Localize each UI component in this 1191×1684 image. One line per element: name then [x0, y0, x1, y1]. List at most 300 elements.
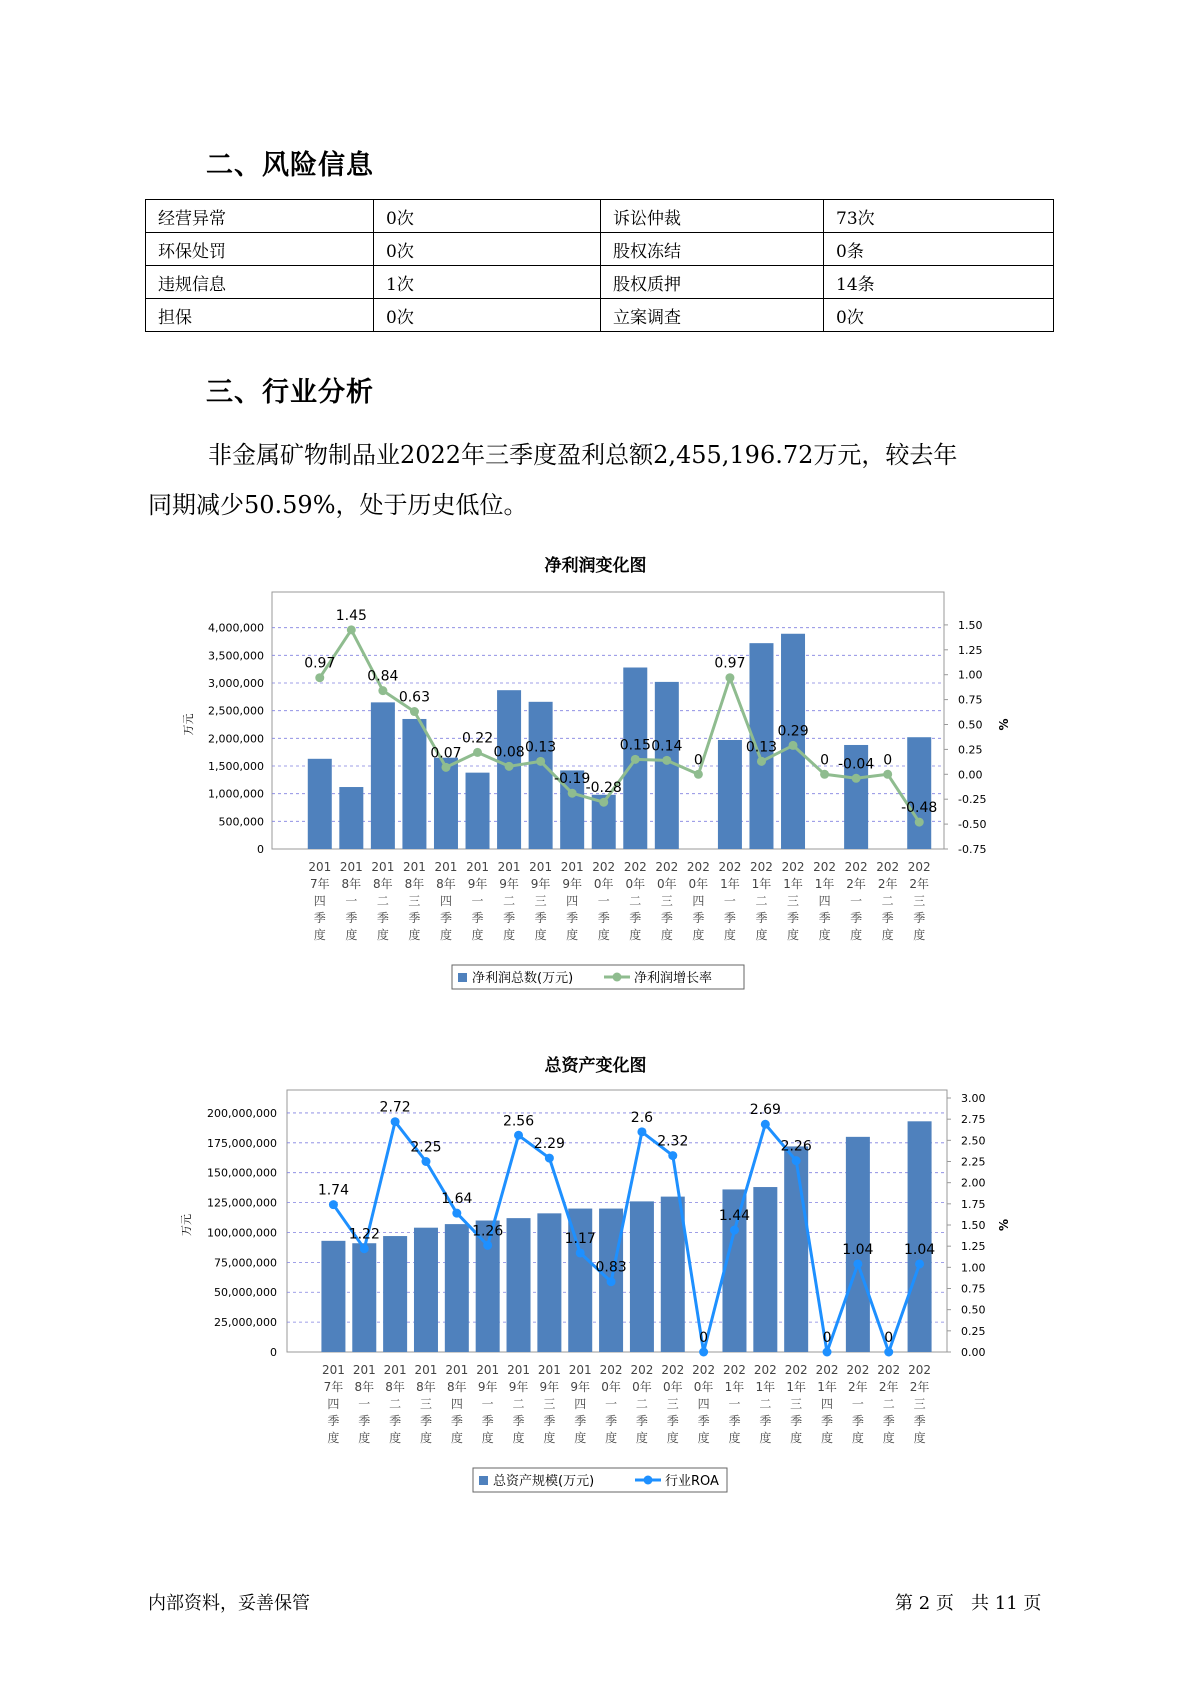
x-tick-label: 度: [512, 1431, 525, 1445]
x-tick-label: 1年: [783, 877, 803, 891]
risk-table-row: [146, 233, 1054, 266]
x-tick-label: 季: [345, 911, 358, 925]
x-tick-label: 四: [313, 894, 326, 908]
bar: [383, 1236, 407, 1352]
risk-item-value: 0次: [374, 299, 601, 332]
risk-item-label: 诉讼仲裁: [601, 200, 824, 233]
bar: [352, 1243, 376, 1352]
x-tick-label: 8年: [436, 877, 456, 891]
line-point: [347, 625, 356, 634]
x-tick-label: 202: [815, 1363, 839, 1377]
risk-item-value: 73次: [824, 200, 1054, 233]
x-tick-label: 季: [313, 911, 326, 925]
x-tick-label: 度: [327, 1431, 340, 1445]
x-tick-label: 一: [850, 894, 863, 908]
x-tick-label: 季: [697, 1414, 710, 1428]
y-axis-label: 万元: [182, 713, 195, 736]
bar: [753, 1187, 777, 1352]
data-label: -0.19: [554, 771, 591, 788]
risk-item-label: 股权质押: [601, 266, 824, 299]
x-tick-label: 2年: [846, 877, 866, 891]
y2-tick-label: 0.50: [958, 718, 983, 732]
line-point: [792, 1156, 801, 1165]
x-tick-label: 季: [566, 911, 579, 925]
y2-tick-label: 3.00: [961, 1092, 986, 1105]
data-label: 1.04: [903, 1241, 936, 1258]
y2-tick-label: -0.25: [958, 793, 987, 807]
x-tick-label: 度: [419, 1431, 432, 1445]
x-tick-label: 季: [629, 911, 642, 925]
y-tick-label: 75,000,000: [214, 1256, 277, 1270]
x-tick-label: 季: [660, 911, 673, 925]
x-tick-label: 2年: [848, 1380, 868, 1394]
x-tick-label: 201: [497, 860, 521, 874]
x-tick-label: 度: [913, 1431, 926, 1445]
x-tick-label: 度: [790, 1431, 803, 1445]
x-tick-label: 202: [686, 860, 710, 874]
x-tick-label: 201: [339, 860, 363, 874]
x-tick-label: 季: [818, 911, 831, 925]
x-tick-label: 一: [471, 894, 484, 908]
x-tick-label: 202: [623, 860, 647, 874]
y2-tick-label: -0.50: [958, 818, 987, 832]
data-label: 0.29: [777, 723, 809, 740]
total-assets-chart: [0, 1080, 1191, 1510]
y2-tick-label: 1.00: [961, 1261, 986, 1275]
x-tick-label: 1年: [817, 1380, 837, 1394]
data-label: 0: [884, 1330, 894, 1346]
bar: [537, 1213, 561, 1352]
x-tick-label: 度: [566, 928, 579, 942]
x-tick-label: 季: [605, 1414, 618, 1428]
y2-tick-label: 1.50: [958, 618, 983, 632]
x-tick-label: 度: [821, 1431, 834, 1445]
x-tick-label: 季: [666, 1414, 679, 1428]
x-tick-label: 8年: [404, 877, 425, 891]
x-tick-label: 季: [759, 1414, 772, 1428]
bar: [414, 1228, 438, 1352]
y-tick-label: 1,000,000: [208, 787, 264, 801]
x-tick-label: 0年: [693, 1380, 714, 1394]
bar: [908, 1121, 932, 1352]
y2-tick-label: 0.75: [958, 693, 983, 707]
y2-tick-label: 1.50: [961, 1219, 986, 1232]
line-point: [668, 1151, 677, 1160]
y2-tick-label: 0.25: [961, 1324, 986, 1338]
x-tick-label: 9年: [508, 1380, 529, 1394]
x-tick-label: 201: [560, 860, 584, 874]
data-label: 0.97: [714, 655, 746, 672]
x-tick-label: 1年: [755, 1380, 776, 1394]
x-tick-label: 202: [781, 860, 805, 874]
x-tick-label: 季: [358, 1414, 371, 1428]
y2-tick-label: 1.25: [961, 1240, 986, 1254]
bar: [529, 702, 553, 849]
y2-tick-label: 0.25: [958, 743, 983, 757]
x-tick-label: 9年: [499, 877, 519, 891]
line-point: [505, 762, 514, 771]
line-point: [662, 756, 671, 765]
x-tick-label: 季: [450, 1414, 463, 1428]
x-tick-label: 1年: [786, 1380, 806, 1394]
line-point: [637, 1127, 646, 1136]
line-point: [576, 1248, 585, 1257]
y-tick-label: 150,000,000: [207, 1166, 277, 1180]
y-axis-label: 万元: [180, 1214, 193, 1236]
x-tick-label: 四: [450, 1397, 463, 1411]
data-label: 1.17: [564, 1230, 596, 1247]
data-label: 0: [883, 752, 893, 769]
x-tick-label: 四: [439, 894, 452, 908]
x-tick-label: 9年: [570, 1380, 591, 1394]
x-tick-label: 7年: [309, 877, 330, 891]
x-tick-label: 二: [759, 1397, 772, 1411]
line-point: [694, 770, 703, 779]
x-tick-label: 度: [534, 928, 547, 942]
data-label: 1.64: [441, 1191, 473, 1208]
legend-bar-swatch: [458, 973, 467, 982]
bar: [718, 740, 742, 849]
y-tick-label: 50,000,000: [214, 1286, 277, 1300]
x-tick-label: 度: [697, 1431, 710, 1445]
x-tick-label: 季: [439, 911, 452, 925]
x-tick-label: 一: [597, 894, 610, 908]
x-tick-label: 度: [759, 1431, 772, 1445]
x-tick-label: 度: [635, 1431, 648, 1445]
x-tick-label: 202: [655, 860, 679, 874]
risk-item-value: 14条: [824, 266, 1054, 299]
x-tick-label: 季: [635, 1414, 648, 1428]
x-tick-label: 季: [692, 911, 705, 925]
x-tick-label: 201: [414, 1363, 438, 1377]
x-tick-label: 0年: [601, 1380, 621, 1394]
x-tick-label: 201: [383, 1363, 407, 1377]
line-point: [568, 789, 577, 798]
x-tick-label: 季: [534, 911, 547, 925]
x-tick-label: 度: [629, 928, 642, 942]
bar: [784, 1146, 808, 1352]
line-point: [514, 1131, 523, 1140]
data-label: 0.07: [430, 745, 462, 762]
x-tick-label: 度: [851, 1431, 864, 1445]
x-tick-label: 一: [358, 1397, 371, 1411]
line-point: [360, 1244, 369, 1253]
data-label: -0.04: [838, 756, 875, 773]
chart2-title: 总资产变化图: [544, 1056, 647, 1076]
data-label: 0: [822, 1330, 832, 1346]
x-tick-label: 8年: [416, 1380, 436, 1394]
x-tick-label: 202: [750, 860, 773, 874]
x-tick-label: 201: [529, 860, 553, 874]
x-tick-label: 度: [358, 1431, 371, 1445]
data-label: 2.32: [657, 1133, 689, 1150]
x-tick-label: 三: [419, 1397, 432, 1411]
x-tick-label: 1年: [720, 877, 740, 891]
y2-tick-label: 0.00: [958, 768, 983, 782]
x-tick-label: 季: [913, 911, 926, 925]
bar: [339, 787, 363, 849]
line-point: [607, 1277, 616, 1286]
line-point: [730, 1226, 739, 1235]
x-tick-label: 度: [471, 928, 484, 942]
paragraph-line1: 非金属矿物制品业2022年三季度盈利总额2,455,196.72万元，较去年: [208, 441, 958, 469]
industry-paragraph: [148, 430, 1060, 530]
y-tick-label: 25,000,000: [214, 1316, 277, 1330]
x-tick-label: 度: [660, 928, 673, 942]
x-tick-label: 季: [419, 1414, 432, 1428]
x-tick-label: 度: [605, 1431, 618, 1445]
line-point: [421, 1157, 430, 1166]
legend-line-marker: [644, 1476, 653, 1485]
x-tick-label: 度: [450, 1431, 463, 1445]
bar: [308, 759, 332, 849]
x-tick-label: 季: [512, 1414, 525, 1428]
footer-confidential: 内部资料，妥善保管: [148, 1593, 310, 1614]
legend-bar-swatch: [479, 1476, 488, 1485]
data-label: 2.29: [533, 1136, 565, 1153]
x-tick-label: 三: [660, 894, 673, 908]
x-tick-label: 季: [503, 911, 516, 925]
data-label: -0.48: [901, 800, 938, 817]
x-tick-label: 季: [787, 911, 800, 925]
x-tick-label: 202: [599, 1363, 623, 1377]
data-label: 2.6: [630, 1109, 654, 1126]
x-tick-label: 季: [728, 1414, 741, 1428]
x-tick-label: 度: [543, 1431, 556, 1445]
risk-item-label: 担保: [146, 299, 374, 332]
y2-axis-label: %: [997, 1218, 1011, 1232]
y-tick-label: 200,000,000: [207, 1106, 277, 1120]
line-point: [315, 673, 324, 682]
net-profit-chart: [0, 580, 1191, 1000]
data-label: 0.22: [461, 730, 494, 747]
bar: [661, 1197, 685, 1352]
x-tick-label: 二: [882, 1397, 895, 1411]
x-tick-label: 季: [850, 911, 863, 925]
legend-line-label: 净利润增长率: [634, 971, 713, 986]
x-tick-label: 四: [821, 1397, 834, 1411]
x-tick-label: 202: [592, 860, 616, 874]
x-tick-label: 0年: [593, 877, 614, 891]
x-tick-label: 202: [753, 1363, 777, 1377]
y-tick-label: 125,000,000: [207, 1196, 277, 1210]
y2-tick-label: 1.25: [958, 643, 983, 657]
data-label: 0.15: [619, 737, 651, 754]
x-tick-label: 季: [851, 1414, 864, 1428]
risk-table: [145, 199, 1054, 332]
line-point: [410, 707, 419, 716]
line-point: [699, 1348, 708, 1357]
y-tick-label: 2,000,000: [208, 732, 264, 746]
bar: [371, 702, 395, 849]
x-tick-label: 季: [543, 1414, 556, 1428]
data-label: 0: [699, 1330, 709, 1346]
x-tick-label: 一: [605, 1397, 618, 1411]
x-tick-label: 四: [697, 1397, 710, 1411]
x-tick-label: 201: [308, 860, 332, 874]
y2-tick-label: 2.00: [961, 1176, 986, 1190]
data-label: 1.04: [842, 1241, 874, 1258]
x-tick-label: 度: [728, 1431, 741, 1445]
line-point: [473, 748, 482, 757]
x-tick-label: 0年: [632, 1380, 652, 1394]
x-tick-label: 二: [376, 894, 389, 908]
data-label: 2.72: [379, 1099, 411, 1116]
x-tick-label: 9年: [562, 877, 582, 891]
line-point: [883, 770, 892, 779]
line-point: [915, 818, 924, 827]
x-tick-label: 201: [466, 860, 489, 874]
risk-item-value: 1次: [374, 266, 601, 299]
risk-item-label: 环保处罚: [146, 233, 374, 266]
x-tick-label: 二: [503, 894, 516, 908]
x-tick-label: 度: [408, 928, 421, 942]
x-tick-label: 四: [566, 894, 579, 908]
x-tick-label: 202: [723, 1363, 746, 1377]
x-tick-label: 8年: [354, 1380, 375, 1394]
x-tick-label: 季: [389, 1414, 402, 1428]
bar: [507, 1218, 531, 1352]
x-tick-label: 度: [818, 928, 831, 942]
data-label: 2.25: [410, 1139, 442, 1156]
data-label: 0.13: [525, 739, 557, 756]
line-point: [853, 1259, 862, 1268]
x-tick-label: 201: [568, 1363, 592, 1377]
x-tick-label: 0年: [657, 877, 677, 891]
line-point: [545, 1154, 554, 1163]
x-tick-label: 度: [439, 928, 452, 942]
x-tick-label: 度: [692, 928, 705, 942]
footer-page-number: 第 2 页 共 11 页: [895, 1593, 1042, 1614]
y2-tick-label: 1.00: [958, 668, 983, 682]
x-tick-label: 三: [787, 894, 800, 908]
x-tick-label: 202: [661, 1363, 685, 1377]
x-tick-label: 度: [574, 1431, 587, 1445]
line-point: [884, 1348, 893, 1357]
x-tick-label: 202: [630, 1363, 654, 1377]
y-tick-label: 0: [257, 843, 264, 856]
risk-item-value: 0次: [374, 233, 601, 266]
x-tick-label: 201: [321, 1363, 345, 1377]
risk-item-label: 股权冻结: [601, 233, 824, 266]
x-tick-label: 度: [345, 928, 358, 942]
data-label: 1.45: [335, 607, 367, 624]
x-tick-label: 度: [755, 928, 768, 942]
data-label: 0.13: [745, 739, 778, 756]
y-tick-label: 0: [270, 1346, 277, 1359]
risk-table-row: [146, 266, 1054, 299]
legend-line-marker: [613, 973, 622, 982]
risk-table-row: [146, 299, 1054, 332]
x-tick-label: 三: [666, 1397, 679, 1411]
y2-tick-label: 0.50: [961, 1303, 986, 1317]
line-point: [536, 757, 545, 766]
x-tick-label: 度: [723, 928, 736, 942]
risk-item-value: 0次: [824, 299, 1054, 332]
x-tick-label: 季: [913, 1414, 926, 1428]
x-tick-label: 季: [327, 1414, 340, 1428]
x-tick-label: 201: [537, 1363, 561, 1377]
x-tick-label: 0年: [625, 877, 646, 891]
x-tick-label: 三: [913, 894, 926, 908]
x-tick-label: 度: [666, 1431, 679, 1445]
data-label: 1.26: [472, 1223, 504, 1240]
x-tick-label: 1年: [751, 877, 772, 891]
x-tick-label: 0年: [662, 1380, 683, 1394]
x-tick-label: 季: [790, 1414, 803, 1428]
y-tick-label: 1,500,000: [208, 760, 264, 773]
x-tick-label: 9年: [539, 1380, 560, 1394]
x-tick-label: 2年: [877, 877, 898, 891]
data-label: -0.28: [585, 780, 622, 797]
line-point: [915, 1259, 924, 1268]
x-tick-label: 201: [445, 1363, 469, 1377]
x-tick-label: 201: [476, 1363, 500, 1377]
x-tick-label: 201: [371, 860, 395, 874]
x-tick-label: 一: [345, 894, 358, 908]
bar: [630, 1201, 654, 1352]
x-tick-label: 1年: [724, 1380, 745, 1394]
x-tick-label: 四: [574, 1397, 587, 1411]
x-tick-label: 季: [723, 911, 736, 925]
x-tick-label: 202: [784, 1363, 808, 1377]
x-tick-label: 8年: [341, 877, 362, 891]
x-tick-label: 三: [408, 894, 421, 908]
data-label: 0.97: [304, 655, 336, 672]
x-tick-label: 度: [882, 1431, 895, 1445]
x-tick-label: 二: [389, 1397, 402, 1411]
x-tick-label: 度: [503, 928, 516, 942]
y2-tick-label: -0.75: [958, 843, 987, 856]
x-tick-label: 202: [876, 860, 900, 874]
x-tick-label: 二: [755, 894, 768, 908]
x-tick-label: 一: [851, 1397, 864, 1411]
y2-tick-label: 2.50: [961, 1134, 986, 1148]
bar: [466, 773, 490, 849]
y2-tick-label: 1.75: [961, 1197, 986, 1211]
legend-line-label: 行业ROA: [665, 1474, 719, 1489]
x-tick-label: 202: [907, 860, 931, 874]
y2-tick-label: 0.00: [961, 1346, 986, 1359]
line-point: [599, 798, 608, 807]
x-tick-label: 201: [402, 860, 426, 874]
legend-bar-label: 净利润总数(万元): [472, 971, 574, 986]
risk-item-label: 立案调查: [601, 299, 824, 332]
line-point: [789, 741, 798, 750]
data-label: 2.26: [780, 1138, 812, 1155]
x-tick-label: 度: [389, 1431, 402, 1445]
y-tick-label: 4,000,000: [208, 621, 264, 635]
line-point: [761, 1120, 770, 1129]
line-point: [378, 686, 387, 695]
data-label: 0.84: [367, 668, 399, 685]
bar: [907, 737, 931, 849]
y-tick-label: 3,000,000: [208, 677, 264, 690]
line-point: [852, 774, 861, 783]
x-tick-label: 度: [881, 928, 894, 942]
bar: [321, 1241, 345, 1352]
x-tick-label: 四: [692, 894, 705, 908]
x-tick-label: 9年: [467, 877, 488, 891]
x-tick-label: 9年: [477, 1380, 498, 1394]
line-point: [725, 673, 734, 682]
y2-tick-label: 2.25: [961, 1155, 986, 1169]
risk-table-row: [146, 200, 1054, 233]
x-tick-label: 度: [597, 928, 610, 942]
risk-item-value: 0次: [374, 200, 601, 233]
x-tick-label: 二: [635, 1397, 648, 1411]
x-tick-label: 2年: [878, 1380, 899, 1394]
